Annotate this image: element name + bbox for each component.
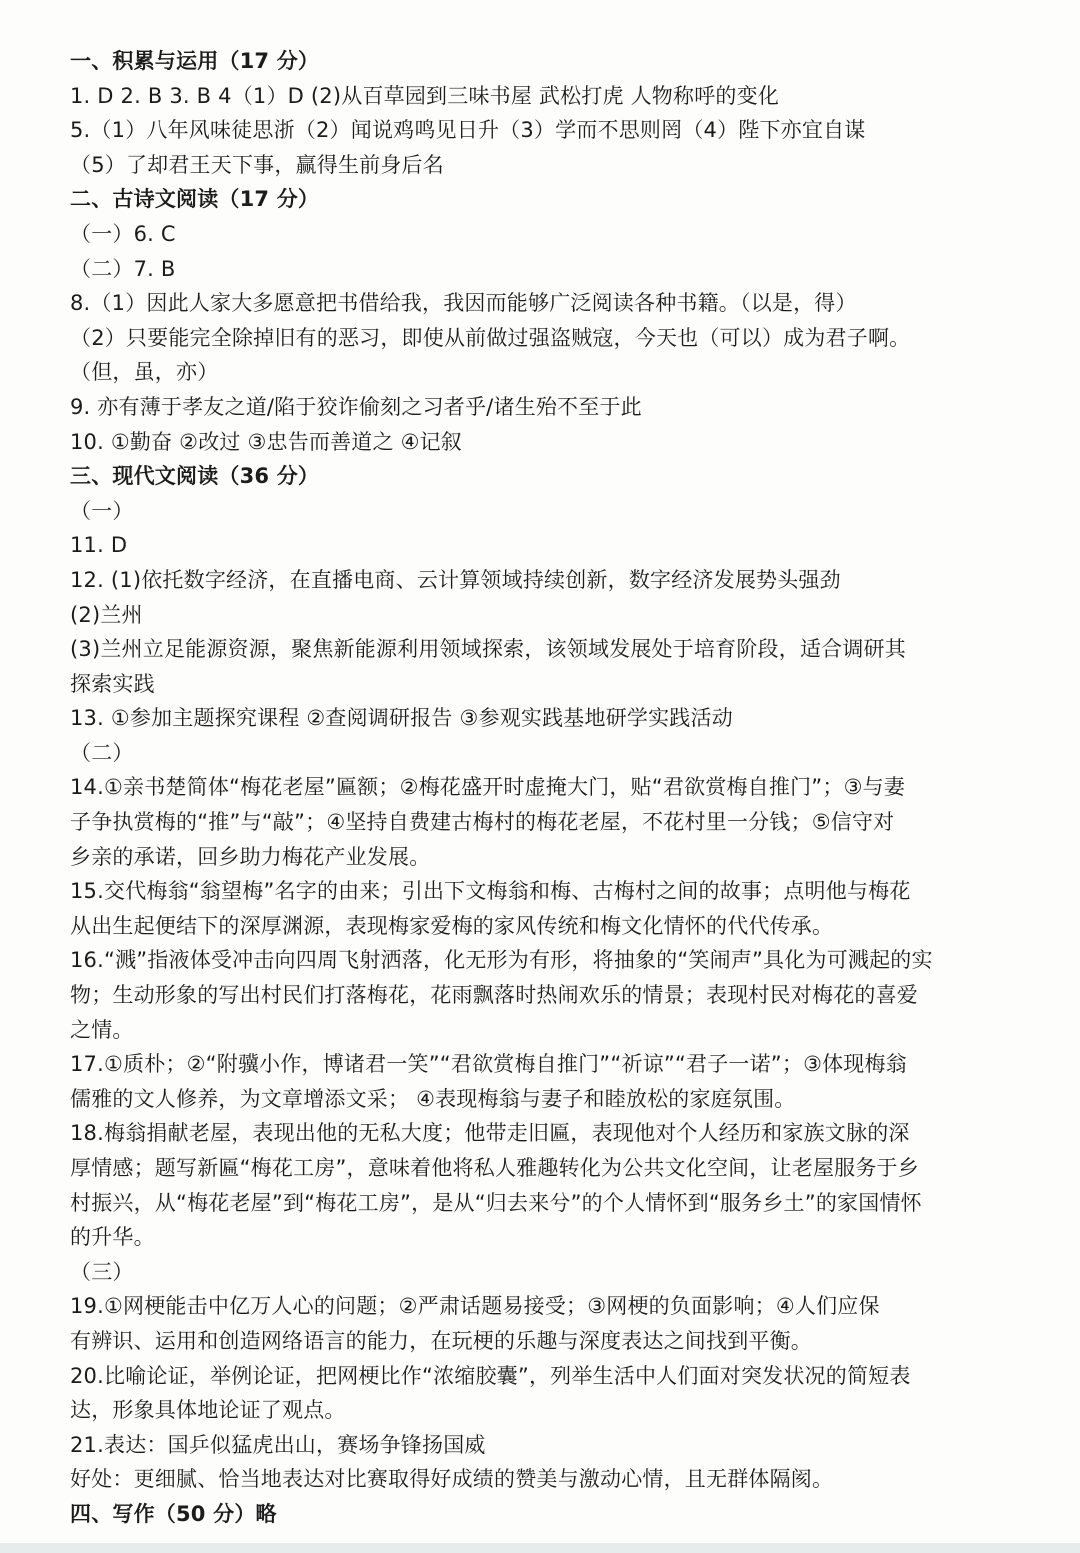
answer-line: 11. D [70, 533, 128, 558]
answer-line: 之情。 [70, 1017, 134, 1042]
answer-line: 的升华。 [70, 1225, 155, 1250]
answer-line: 有辨识、运用和创造网络语言的能力，在玩梗的乐趣与深度表达之间找到平衡。 [70, 1328, 812, 1353]
answer-line: 村振兴，从“梅花老屋”到“梅花工房”，是从“归去来兮”的个人情怀到“服务乡土”的家国情怀 [70, 1190, 922, 1215]
subsection-label: （二） [70, 740, 134, 765]
answer-line: （一）6. C [70, 221, 176, 246]
answer-line: 儒雅的文人修养，为文章增添文采； ④表现梅翁与妻子和睦放松的家庭氛围。 [70, 1086, 796, 1111]
answer-line: 子争执赏梅的“推”与“敲”；④坚持自费建古梅村的梅花老屋，不花村里一分钱；⑤信守对 [70, 810, 895, 835]
answer-line: 17.①质朴；②“附骥小作，博诸君一笑”“君欲赏梅自推门”“祈谅”“君子一诺”；③体现梅翁 [70, 1052, 907, 1077]
answer-line: 16.“溅”指液体受冲击向四周飞射洒落，化无形为有形，将抽象的“笑闹声”具化为可溅起的实 [70, 948, 933, 973]
section-heading: 一、积累与运用（17 分） [70, 49, 320, 73]
answer-line: 8.（1）因此人家大多愿意把书借给我，我因而能够广泛阅读各种书籍。（以是，得） [70, 291, 857, 316]
answer-line: 厚情感；题写新匾“梅花工房”，意味着他将私人雅趣转化为公共文化空间，让老屋服务于乡 [70, 1156, 919, 1180]
answer-line: 14.①亲书楚简体“梅花老屋”匾额；②梅花盛开时虚掩大门，贴“君欲赏梅自推门”；③与妻 [70, 775, 905, 800]
answer-line: 10. ①勤奋 ②改过 ③忠告而善道之 ④记叙 [70, 429, 463, 454]
answer-line: 5.（1）八年风味徒思浙（2）闻说鸡鸣见日升（3）学而不思则罔（4）陛下亦宜自谋 [70, 118, 866, 143]
answer-line: 好处：更细腻、恰当地表达对比赛取得好成绩的赞美与激动心情，且无群体隔阂。 [70, 1467, 834, 1492]
answer-line: （但，虽，亦） [70, 360, 219, 385]
answer-line: 乡亲的承诺，回乡助力梅花产业发展。 [70, 844, 431, 869]
answer-line: 1. D 2. B 3. B 4（1）D (2)从百草园到三味书屋 武松打虎 人物称呼的变化 [70, 83, 780, 108]
section-heading: 四、写作（50 分）略 [70, 1501, 277, 1526]
answer-line: 达，形象具体地论证了观点。 [70, 1398, 346, 1423]
bottom-edge [0, 1543, 1080, 1553]
answer-line: 物；生动形象的写出村民们打落梅花，花雨飘落时热闹欢乐的情景；表现村民对梅花的喜爱 [70, 983, 918, 1008]
answer-line: 从出生起便结下的深厚渊源，表现梅家爱梅的家风传统和梅文化情怀的代代传承。 [70, 913, 834, 938]
answer-line: （5）了却君王天下事，赢得生前身后名 [70, 152, 444, 177]
answer-line: (3)兰州立足能源资源，聚焦新能源利用领域探索，该领域发展处于培育阶段，适合调研其 [70, 637, 906, 662]
answer-line: 15.交代梅翁“翁望梅”名字的由来；引出下文梅翁和梅、古梅村之间的故事；点明他与梅花 [70, 879, 911, 904]
section-heading: 三、现代文阅读（36 分） [70, 464, 320, 489]
answer-line: 13. ①参加主题探究课程 ②查阅调研报告 ③参观实践基地研学实践活动 [70, 706, 733, 731]
answer-line: 18.梅翁捐献老屋，表现出他的无私大度；他带走旧匾，表现他对个人经历和家族文脉的深 [70, 1121, 910, 1146]
answer-line: 9. 亦有薄于孝友之道/陷于狡诈偷刻之习者乎/诸生殆不至于此 [70, 394, 642, 419]
subsection-label: （三） [70, 1259, 134, 1284]
answer-line: 21.表达：国乒似猛虎出山，赛场争锋扬国威 [70, 1432, 486, 1457]
answer-line: (2)兰州 [70, 602, 143, 627]
answer-line: 20.比喻论证，举例论证，把网梗比作“浓缩胶囊”，列举生活中人们面对突发状况的简短表 [70, 1363, 911, 1388]
answer-line: （二）7. B [70, 256, 176, 281]
answer-line: 探索实践 [70, 671, 155, 696]
subsection-label: （一） [70, 498, 134, 523]
answer-line: 12. (1)依托数字经济，在直播电商、云计算领域持续创新，数字经济发展势头强劲 [70, 567, 841, 592]
answer-lines [70, 44, 1020, 1532]
section-heading: 二、古诗文阅读（17 分） [70, 187, 320, 212]
answer-line: 19.①网梗能击中亿万人心的问题；②严肃话题易接受；③网梗的负面影响；④人们应保 [70, 1294, 880, 1319]
answer-line: （2）只要能完全除掉旧有的恶习，即使从前做过强盗贼寇，今天也（可以）成为君子啊。 [70, 325, 911, 350]
